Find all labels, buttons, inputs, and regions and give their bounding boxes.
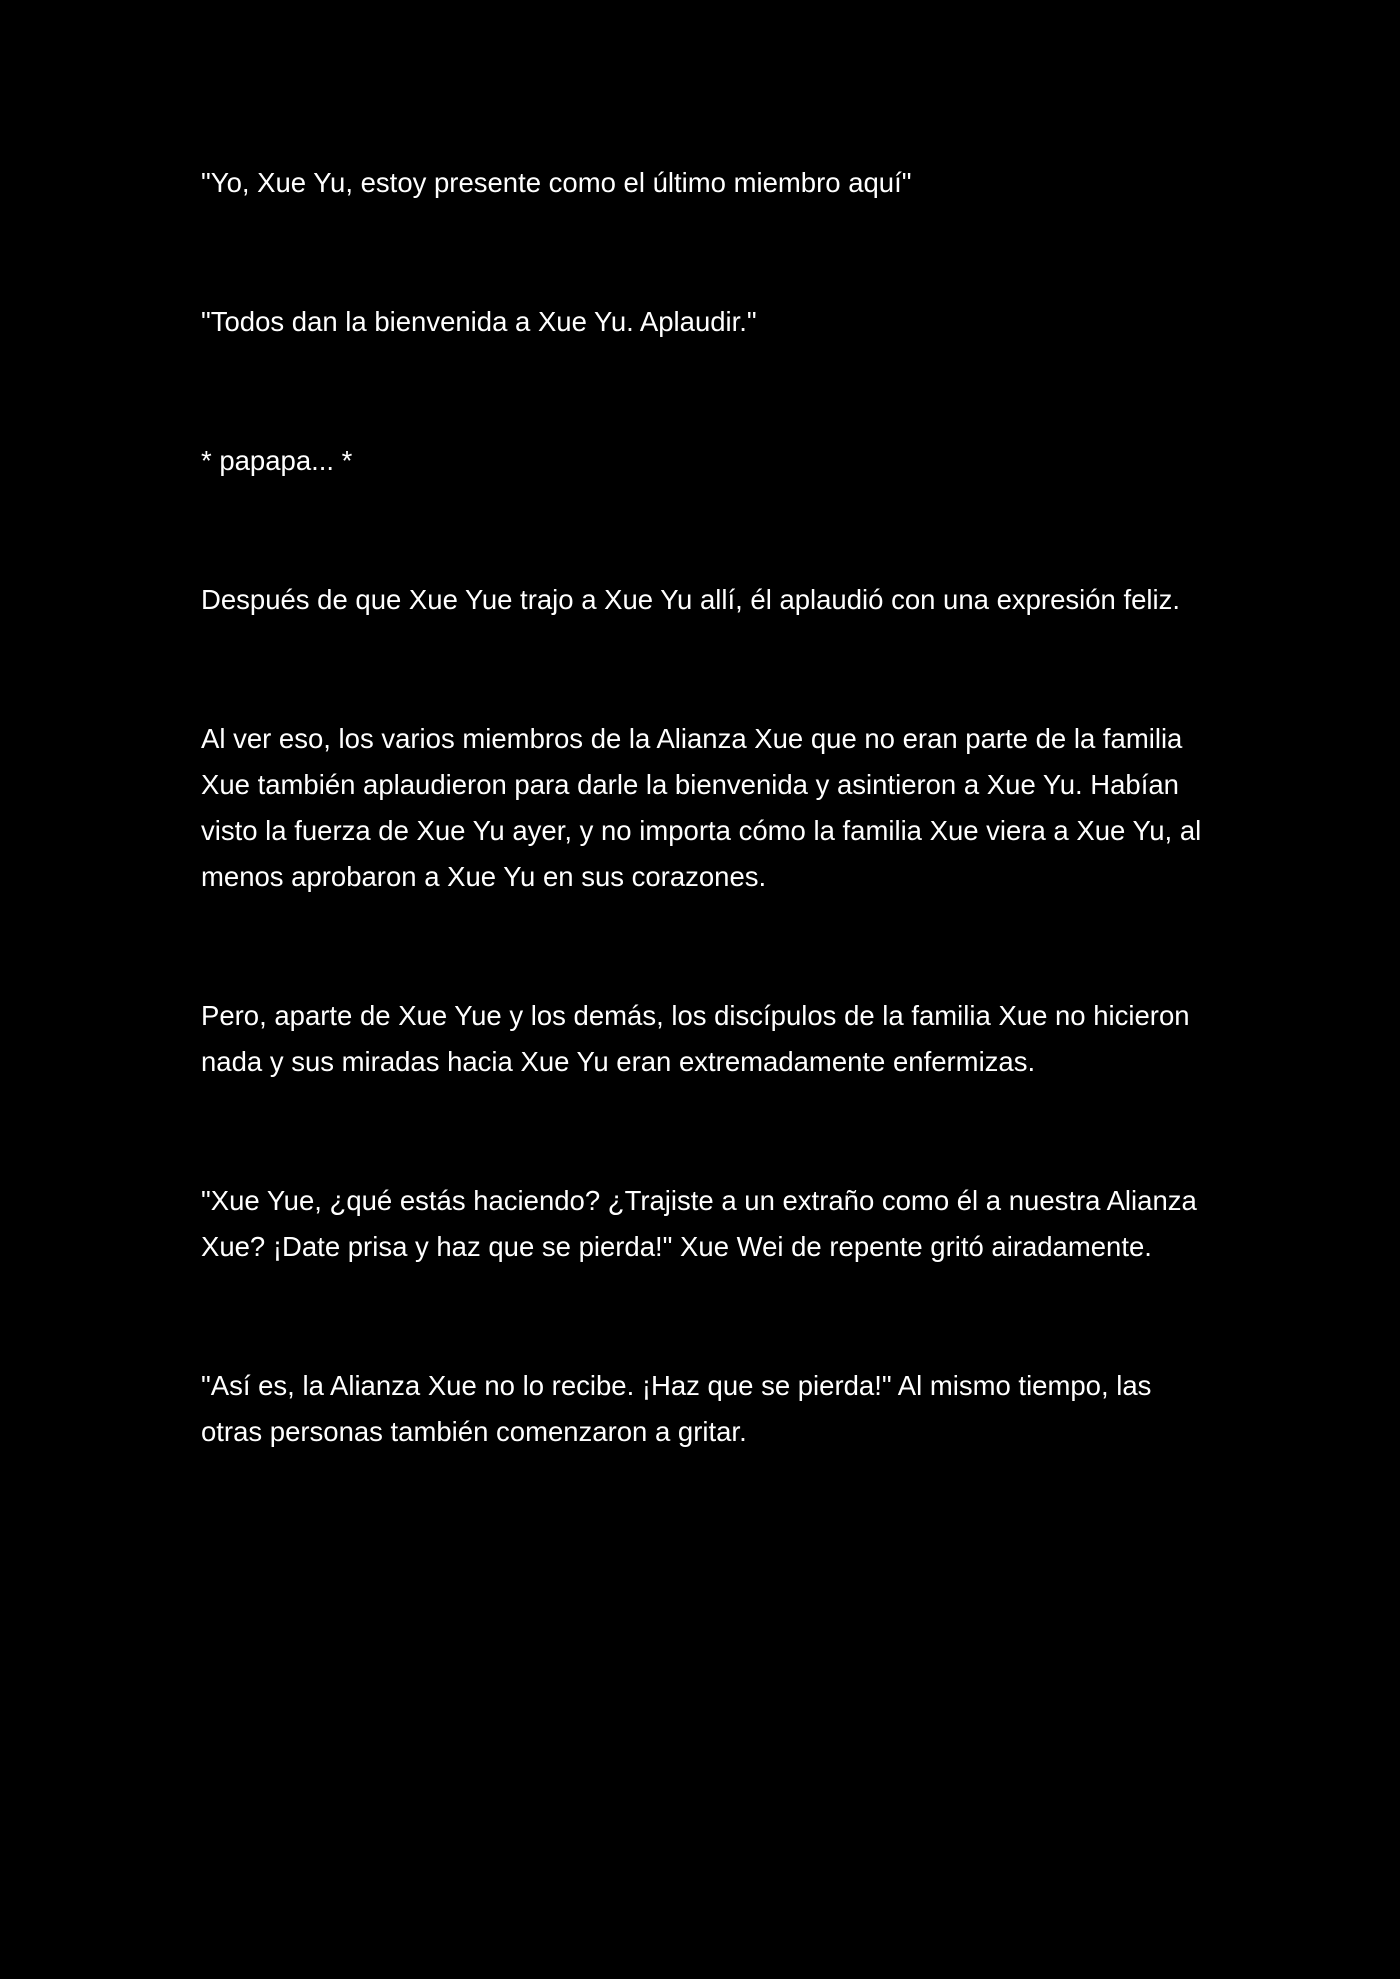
paragraph-1: "Yo, Xue Yu, estoy presente como el último miembro aquí" xyxy=(201,167,912,198)
paragraph-5: Al ver eso, los varios miembros de la Alianza Xue que no eran parte de la familia Xue también aplaudieron para darle la bienvenida y asintieron a Xue Yu. Habían visto la fuerza de Xue Yu ayer, y no importa cómo la familia Xue viera a Xue Yu, al menos aprobaron a Xue Yu en sus corazones. xyxy=(201,723,1202,892)
paragraph-8: "Así es, la Alianza Xue no lo recibe. ¡Haz que se pierda!" Al mismo tiempo, las otras personas también comenzaron a gritar. xyxy=(201,1370,1152,1447)
document-body xyxy=(201,160,1211,1455)
paragraph-6: Pero, aparte de Xue Yue y los demás, los discípulos de la familia Xue no hicieron nada y sus miradas hacia Xue Yu eran extremadamente enfermizas. xyxy=(201,1000,1190,1077)
paragraph-2: "Todos dan la bienvenida a Xue Yu. Aplaudir." xyxy=(201,306,757,337)
paragraph-4: Después de que Xue Yue trajo a Xue Yu allí, él aplaudió con una expresión feliz. xyxy=(201,584,1180,615)
paragraph-7: "Xue Yue, ¿qué estás haciendo? ¿Trajiste a un extraño como él a nuestra Alianza Xue? ¡Date prisa y haz que se pierda!" Xue Wei de repente gritó airadamente. xyxy=(201,1185,1197,1262)
paragraph-3: * papapa... * xyxy=(201,445,353,476)
